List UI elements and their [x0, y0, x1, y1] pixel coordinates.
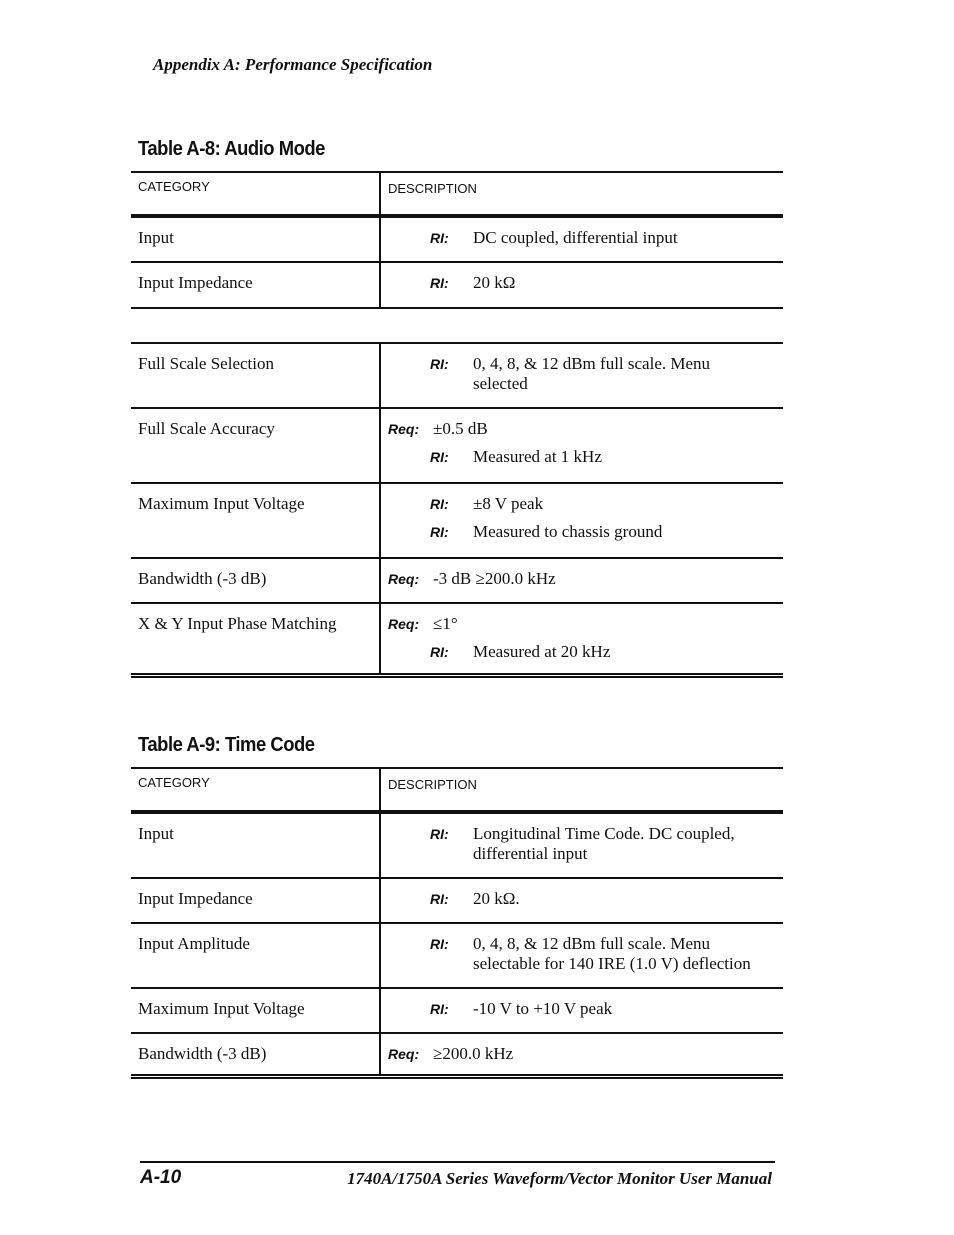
ri-label: RI: [430, 1001, 449, 1017]
column-header-category: CATEGORY [131, 172, 380, 216]
description-cell [380, 483, 783, 558]
category-cell: Bandwidth (-3 dB) [131, 1033, 380, 1077]
table-row [131, 558, 783, 603]
table-row [131, 408, 783, 483]
table-row [131, 216, 783, 262]
table-row [131, 988, 783, 1033]
spec-line [381, 642, 783, 662]
ri-label: RI: [430, 826, 449, 842]
spec-line [381, 273, 783, 293]
spec-line [381, 934, 783, 974]
column-header-category: CATEGORY [131, 768, 380, 812]
spec-value: ≥200.0 kHz [433, 1044, 514, 1063]
table-row [131, 343, 783, 408]
ri-label: RI: [430, 275, 449, 291]
spec-value: Measured at 1 kHz [473, 447, 602, 466]
table-header-row [131, 768, 783, 812]
category-cell: Input Impedance [131, 878, 380, 923]
req-label: Req: [388, 616, 420, 632]
table-row [131, 483, 783, 558]
description-cell [380, 603, 783, 676]
spec-value: ±8 V peak [473, 494, 544, 513]
spec-line [381, 494, 783, 514]
spec-line [381, 354, 783, 394]
table-row [131, 1033, 783, 1077]
description-cell [380, 988, 783, 1033]
description-cell [380, 408, 783, 483]
table-row [131, 603, 783, 676]
category-cell: Full Scale Accuracy [131, 408, 380, 483]
ri-label: RI: [430, 496, 449, 512]
spec-value: -10 V to +10 V peak [473, 999, 613, 1018]
spec-value: Measured to chassis ground [473, 522, 663, 541]
description-cell [380, 558, 783, 603]
ri-label: RI: [430, 356, 449, 372]
description-cell [380, 923, 783, 988]
spec-value: Longitudinal Time Code. DC coupled, differential input [473, 824, 735, 863]
spec-line [381, 824, 783, 864]
category-cell: Bandwidth (-3 dB) [131, 558, 380, 603]
spec-value: 20 kΩ [473, 273, 516, 292]
category-cell: Input Amplitude [131, 923, 380, 988]
spec-line [381, 1044, 783, 1064]
ri-label: RI: [430, 644, 449, 660]
table-row [131, 262, 783, 308]
spec-value: ≤1° [433, 614, 458, 633]
description-cell [380, 878, 783, 923]
audio-mode-table-continued [131, 342, 783, 678]
spec-line [381, 569, 783, 589]
spec-value: 0, 4, 8, & 12 dBm full scale. Menu selectable for 140 IRE (1.0 V) deflection [473, 934, 751, 973]
spec-value: Measured at 20 kHz [473, 642, 611, 661]
time-code-table [131, 767, 783, 1079]
req-label: Req: [388, 571, 420, 587]
category-cell: X & Y Input Phase Matching [131, 603, 380, 676]
spec-value: 20 kΩ. [473, 889, 520, 908]
ri-label: RI: [430, 936, 449, 952]
category-cell: Input Impedance [131, 262, 380, 308]
spec-value: ±0.5 dB [433, 419, 488, 438]
category-cell: Input [131, 216, 380, 262]
description-cell [380, 343, 783, 408]
spec-value: -3 dB ≥200.0 kHz [433, 569, 556, 588]
category-cell: Maximum Input Voltage [131, 988, 380, 1033]
table-row [131, 923, 783, 988]
spec-line [381, 889, 783, 909]
audio-mode-table [131, 171, 783, 309]
spec-line [381, 447, 783, 467]
spec-line [381, 419, 783, 439]
category-cell: Maximum Input Voltage [131, 483, 380, 558]
description-cell [380, 1033, 783, 1077]
category-cell: Input [131, 812, 380, 878]
category-cell: Full Scale Selection [131, 343, 380, 408]
spec-value: 0, 4, 8, & 12 dBm full scale. Menu selected [473, 354, 711, 393]
req-label: Req: [388, 421, 420, 437]
description-cell [380, 812, 783, 878]
spec-line [381, 522, 783, 542]
description-cell [380, 216, 783, 262]
description-cell [380, 262, 783, 308]
table-row [131, 878, 783, 923]
page-number: A-10 [140, 1167, 182, 1188]
ri-label: RI: [430, 524, 449, 540]
req-label: Req: [388, 1046, 420, 1062]
running-head: Appendix A: Performance Specification [153, 55, 433, 74]
column-header-description: DESCRIPTION [380, 768, 783, 812]
ri-label: RI: [430, 230, 449, 246]
table-a8-title: Table A-8: Audio Mode [138, 138, 325, 160]
spec-line [381, 999, 783, 1019]
table-a9-title: Table A-9: Time Code [138, 734, 315, 756]
table-row [131, 812, 783, 878]
spec-line [381, 614, 783, 634]
spec-line [381, 228, 783, 248]
manual-title: 1740A/1750A Series Waveform/Vector Monitor User Manual [347, 1169, 772, 1188]
column-header-description: DESCRIPTION [380, 172, 783, 216]
footer-rule [140, 1161, 775, 1163]
table-header-row [131, 172, 783, 216]
ri-label: RI: [430, 891, 449, 907]
spec-value: DC coupled, differential input [473, 228, 678, 247]
ri-label: RI: [430, 449, 449, 465]
